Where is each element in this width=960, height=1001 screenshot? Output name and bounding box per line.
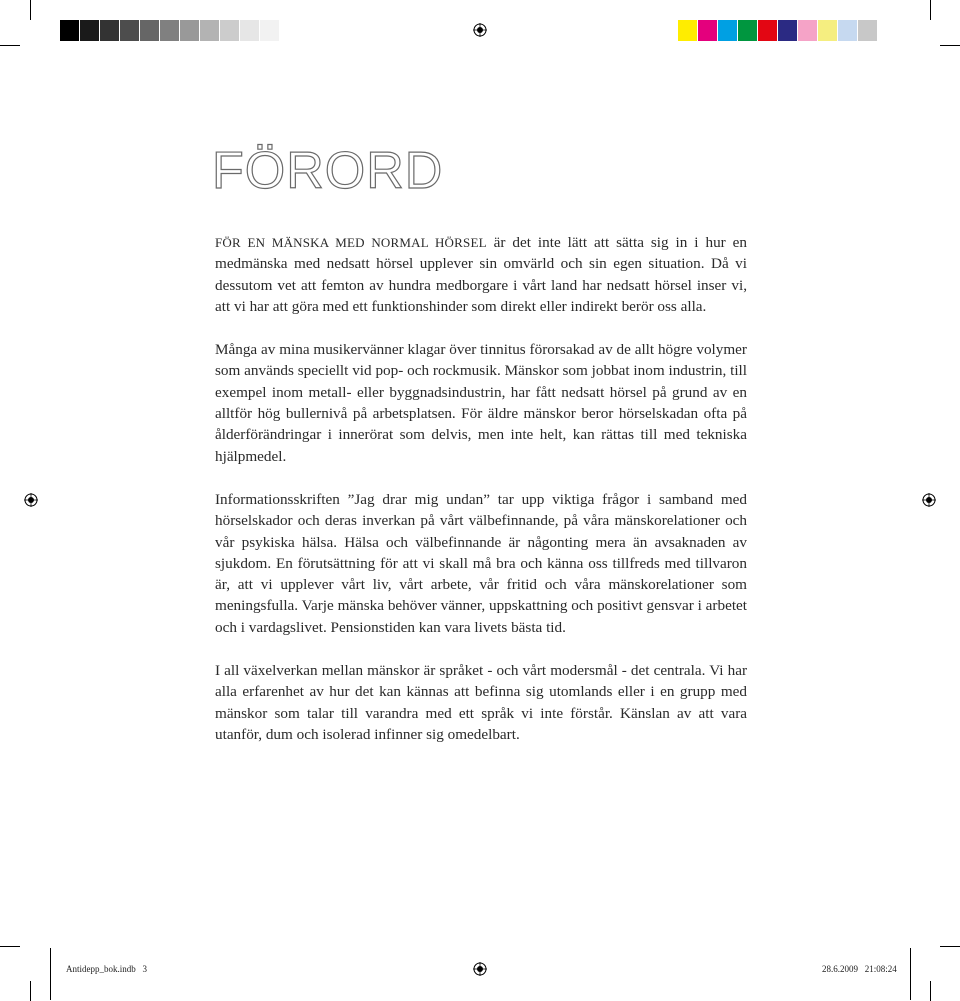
- gray-swatch-11: [260, 20, 280, 41]
- registration-mark-bottom-icon: [473, 962, 487, 976]
- slug-file-name: Antidepp_bok.indb 3: [66, 964, 147, 974]
- color-swatch-1: [678, 20, 698, 41]
- color-swatch-11: [878, 20, 898, 41]
- gray-swatch-4: [120, 20, 140, 41]
- color-swatch-9: [838, 20, 858, 41]
- gray-swatch-10: [240, 20, 260, 41]
- gray-swatch-1: [60, 20, 80, 41]
- registration-mark-left-icon: [24, 493, 38, 507]
- gray-swatch-8: [200, 20, 220, 41]
- crop-mark-bottom-left-h: [0, 946, 20, 947]
- grayscale-control-bar: [60, 20, 280, 41]
- body-text: [215, 232, 747, 767]
- color-swatch-2: [698, 20, 718, 41]
- paragraph-lead: FÖR EN MÄNSKA MED NORMAL HÖRSEL: [215, 235, 487, 250]
- crop-mark-bottom-left-v: [30, 981, 31, 1001]
- gray-swatch-5: [140, 20, 160, 41]
- crop-mark-top-left-v: [30, 0, 31, 20]
- paragraph-2: Många av mina musikervänner klagar över tinnitus förorsakad av de allt högre volymer som används speciellt vid pop- och rockmusik. Mänskor som jobbat inom industrin, till exempel inom metall- eller byggnadsindustrin, har fått nedsatt hörsel på grund av en alltför hög bullernivå på arbetsplatsen. För äldre mänskor beror hörselskadan ofta på ålderförändringar i innerörat som delvis, men inte helt, kan rättas till med tekniska hjälpmedel.: [215, 341, 747, 465]
- crop-mark-bottom-right-h: [940, 946, 960, 947]
- crop-mark-top-right-v: [930, 0, 931, 20]
- gray-swatch-6: [160, 20, 180, 41]
- paragraph-3: Informationsskriften ”Jag drar mig undan” tar upp viktiga frågor i samband med hörselskador och deras inverkan på vårt välbefinnande, på våra mänskorelationer och vår psykiska hälsa. Hälsa och välbefinnande är någonting mera än avsaknaden av sjukdom. En förutsättning för att vi skall må bra och känna oss tillfreds med tillvaron är, att vi upplever vårt liv, vårt arbete, vår fritid och våra mänskorelationer som meningsfulla. Varje mänska behöver vänner, uppskattning och positivt gensvar i arbetet och i vardagslivet. Pensionstiden kan vara livets bästa tid.: [215, 490, 747, 636]
- gray-swatch-2: [80, 20, 100, 41]
- color-swatch-4: [738, 20, 758, 41]
- crop-mark-top-left-h: [0, 45, 20, 46]
- gray-swatch-9: [220, 20, 240, 41]
- paragraph-4: I all växelverkan mellan mänskor är språket - och vårt modersmål - det centrala. Vi har alla erfarenhet av hur det kan kännas att befinna sig utomlands eller i en grupp med mänskor som talar till varandra med ett språk vi inte förstår. Känslan av att vara utanför, dum och isolerad infinner sig omedelbart.: [215, 662, 747, 743]
- page-title: FÖRORD: [212, 142, 444, 200]
- color-control-bar: [678, 20, 898, 41]
- color-swatch-10: [858, 20, 878, 41]
- paragraph-1-text: är det inte lätt att sätta sig in i hur en medmänska med nedsatt hörsel upplever sin omvärld och sin egen situation. Då vi dessutom vet att femton av hundra medborgare i vårt land har nedsatt hörsel inser vi, att vi har att göra med ett funktionshinder som direkt eller indirekt berör oss alla.: [215, 234, 747, 315]
- color-swatch-6: [778, 20, 798, 41]
- crop-mark-top-right-h: [940, 45, 960, 46]
- color-swatch-5: [758, 20, 778, 41]
- paragraph-1: [215, 232, 747, 317]
- registration-mark-right-icon: [922, 493, 936, 507]
- slug-timestamp: 28.6.2009 21:08:24: [822, 964, 897, 974]
- color-swatch-3: [718, 20, 738, 41]
- crop-mark-bottom-inner-left: [50, 948, 51, 1000]
- gray-swatch-7: [180, 20, 200, 41]
- crop-mark-bottom-inner-right: [910, 948, 911, 1000]
- color-swatch-8: [818, 20, 838, 41]
- registration-mark-top-icon: [473, 23, 487, 37]
- crop-mark-bottom-right-v: [930, 981, 931, 1001]
- color-swatch-7: [798, 20, 818, 41]
- gray-swatch-3: [100, 20, 120, 41]
